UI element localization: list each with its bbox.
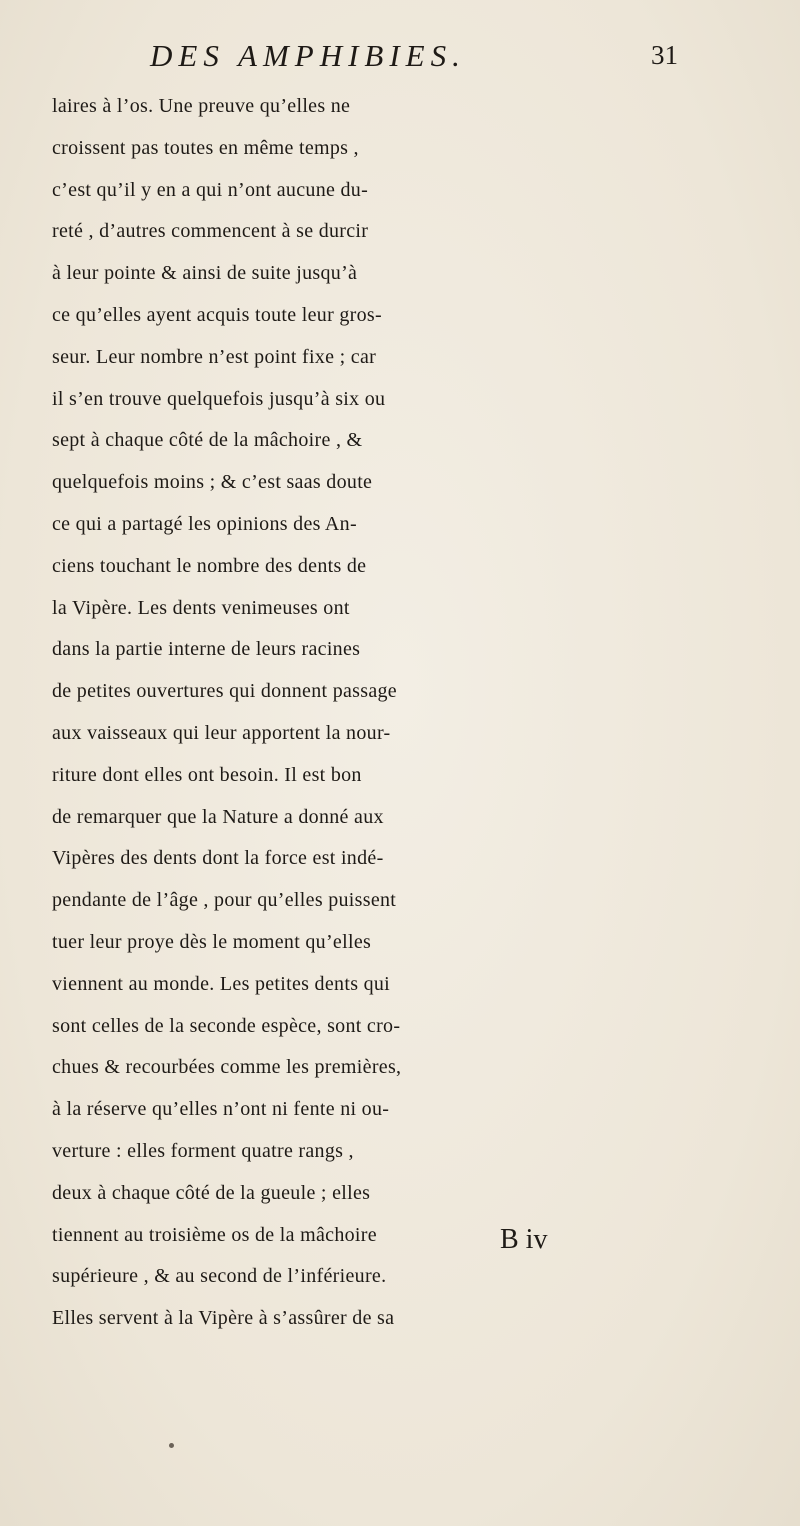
text-line: quelquefois moins ; & c’est saas doute — [52, 471, 373, 494]
ink-speck — [169, 1443, 174, 1448]
text-line: tuer leur proye dès le moment qu’elles — [52, 930, 372, 953]
text-line: de petites ouvertures qui donnent passage — [52, 680, 397, 703]
text-line: riture dont elles ont besoin. Il est bon — [52, 763, 362, 786]
running-head: DES AMPHIBIES. — [150, 38, 466, 73]
signature-mark: B iv — [500, 1224, 548, 1255]
body-text — [52, 86, 792, 1340]
text-line: aux vaisseaux qui leur apportent la nour- — [52, 721, 391, 744]
text-line: de remarquer que la Nature a donné aux — [52, 805, 384, 828]
text-line: verture : elles forment quatre rangs , — [52, 1139, 354, 1162]
text-line: c’est qu’il y en a qui n’ont aucune du- — [52, 178, 369, 201]
text-line: ce qu’elles ayent acquis toute leur gros- — [52, 303, 382, 326]
text-line: chues & recourbées comme les premières, — [52, 1056, 402, 1079]
text-line: tiennent au troisième os de la mâchoire — [52, 1223, 377, 1246]
text-line: pendante de l’âge , pour qu’elles puissent — [52, 889, 397, 912]
text-line: à leur pointe & ainsi de suite jusqu’à — [52, 262, 358, 285]
text-line: ciens touchant le nombre des dents de — [52, 554, 367, 577]
text-line: Elles servent à la Vipère à s’assûrer de sa — [52, 1307, 395, 1330]
text-line: Vipères des dents dont la force est indé- — [52, 847, 384, 870]
text-line: seur. Leur nombre n’est point fixe ; car — [52, 345, 377, 368]
text-line: reté , d’autres commencent à se durcir — [52, 220, 369, 243]
text-line: croissent pas toutes en même temps , — [52, 136, 359, 159]
text-line: viennent au monde. Les petites dents qui — [52, 972, 391, 995]
text-line: supérieure , & au second de l’inférieure. — [52, 1265, 387, 1288]
text-line: à la réserve qu’elles n’ont ni fente ni ou- — [52, 1098, 390, 1121]
page-header — [150, 38, 690, 82]
text-line: dans la partie interne de leurs racines — [52, 638, 361, 661]
text-line: sont celles de la seconde espèce, sont cro- — [52, 1014, 401, 1037]
text-line: il s’en trouve quelquefois jusqu’à six ou — [52, 387, 386, 410]
text-line: laires à l’os. Une preuve qu’elles ne — [52, 95, 351, 117]
text-line: sept à chaque côté de la mâchoire , & — [52, 429, 363, 452]
text-line: deux à chaque côté de la gueule ; elles — [52, 1181, 371, 1204]
page-number: 31 — [651, 40, 678, 70]
text-line: la Vipère. Les dents venimeuses ont — [52, 596, 350, 619]
text-line: ce qui a partagé les opinions des An- — [52, 512, 357, 535]
